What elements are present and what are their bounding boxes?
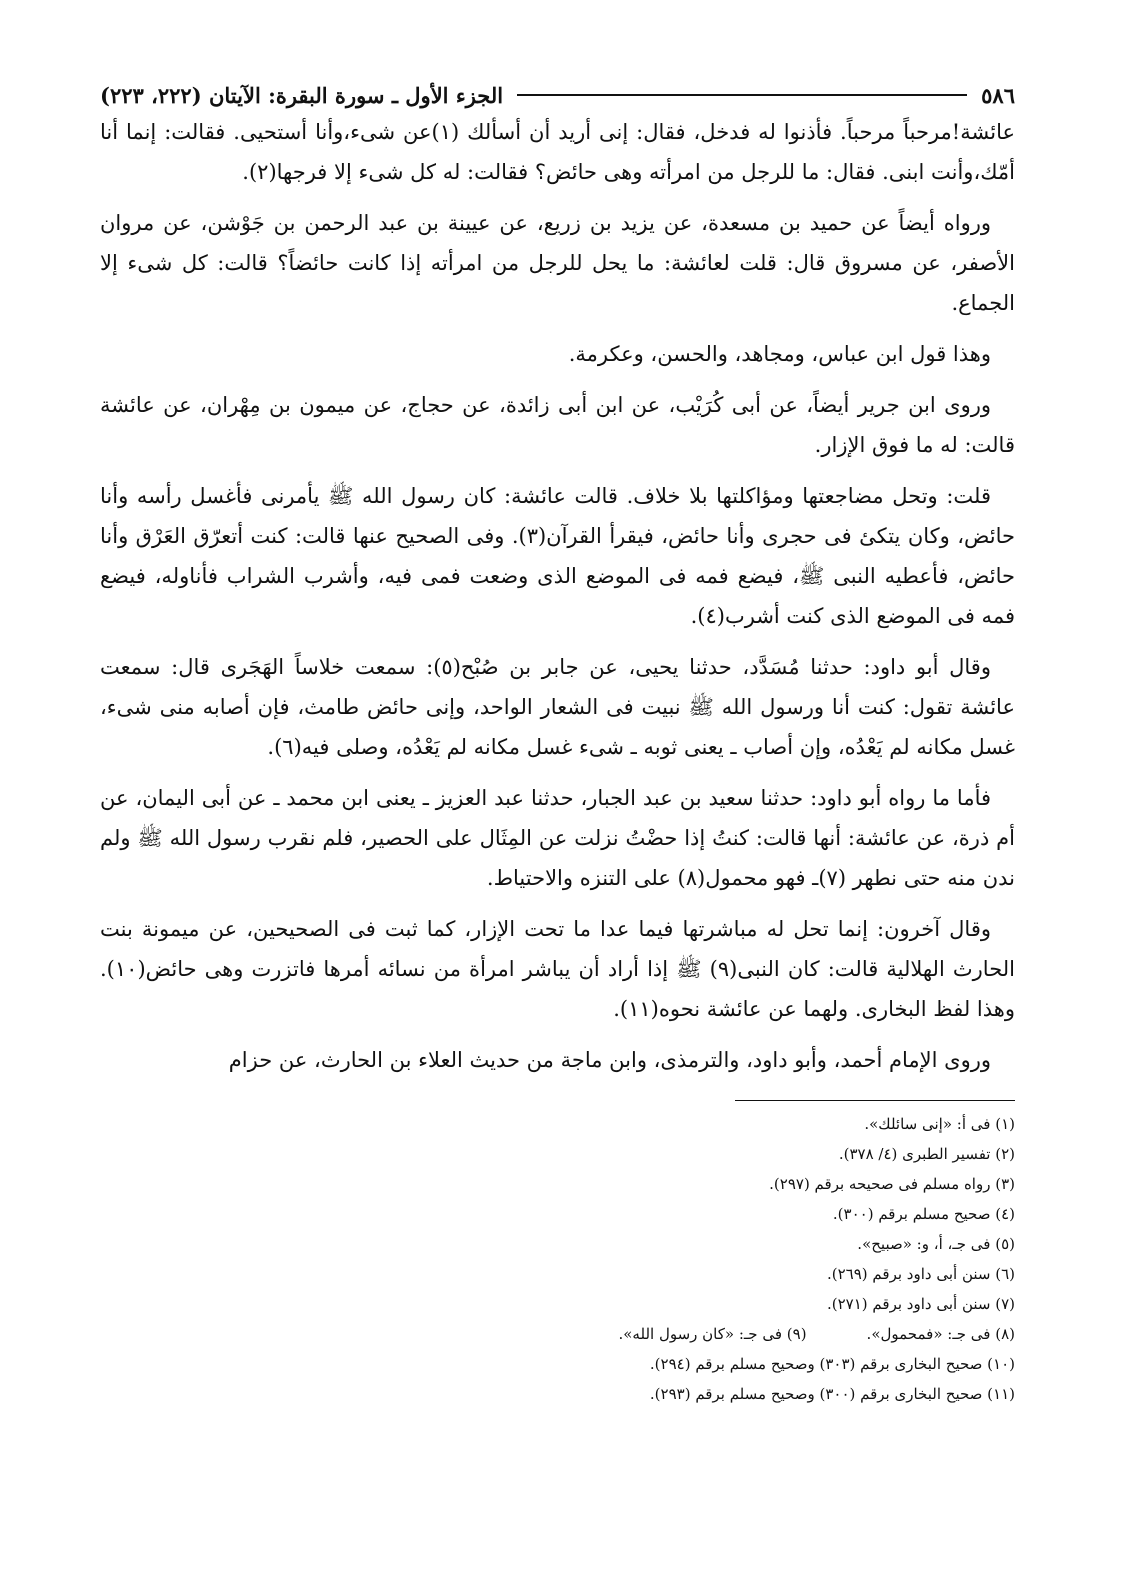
paragraph: ورواه أيضاً عن حميد بن مسعدة، عن يزيد بن زريع، عن عيينة بن عبد الرحمن بن جَوْشن، عن مروان الأصفر، عن مسروق قال: قلت لعائشة: ما يحل للرجل من امرأته إذا كانت حائضاً؟ قالت: كل شىء إلا الجماع. [100,211,1015,315]
footnote: (١) فى أ: «إنى سائلك». [864,1115,1015,1133]
footnote: (٤) صحيح مسلم برقم (٣٠٠). [832,1205,1015,1223]
footnote: (٧) سنن أبى داود برقم (٢٧١). [827,1295,1015,1313]
running-header [100,78,1015,112]
page-number: ٥٨٦ [981,82,1015,108]
running-title: الجزء الأول ـ سورة البقرة: الآيتان (٢٢٢، ٢٢٣) [100,82,504,108]
footnote: (٣) رواه مسلم فى صحيحه برقم (٢٩٧). [769,1175,1015,1193]
footnote-separator [735,1100,1015,1101]
footnote: (١١) صحيح البخارى برقم (٣٠٠) وصحيح مسلم برقم (٢٩٣). [649,1385,1015,1403]
footnote-pair [100,1319,1015,1349]
paragraph: وروى الإمام أحمد، وأبو داود، والترمذى، وابن ماجة من حديث العلاء بن الحارث، عن حزام [228,1048,991,1072]
paragraph: وقال أبو داود: حدثنا مُسَدَّد، حدثنا يحيى، عن جابر بن صُبْح(٥): سمعت خلاساً الهَجَرى قال: سمعت عائشة تقول: كنت أنا ورسول الله ﷺ نبيت فى الشعار الواحد، وإنى حائض طامث، فإن أصابه منى شىء، غسل مكانه لم يَعْدُه، وإن أصاب ـ يعنى ثوبه ـ شىء غسل مكانه لم يَعْدُه، وصلى فيه(٦). [100,655,1015,759]
footnote: (٢) تفسير الطبرى (٤/ ٣٧٨). [838,1145,1015,1163]
book-page [100,78,1015,1409]
footnote: (٦) سنن أبى داود برقم (٢٦٩). [827,1265,1015,1283]
paragraph: وهذا قول ابن عباس، ومجاهد، والحسن، وعكرمة. [568,342,991,366]
paragraph: قلت: وتحل مضاجعتها ومؤاكلتها بلا خلاف. قالت عائشة: كان رسول الله ﷺ يأمرنى فأغسل رأسه وأنا حائض، وكان يتكئ فى حجرى وأنا حائض، فيقرأ القرآن(٣). وفى الصحيح عنها قالت: كنت أتعرّق العَرْق وأنا حائض، فأعطيه النبى ﷺ، فيضع فمه فى الموضع الذى وضعت فمى فيه، وأشرب الشراب فأناوله، فيضع فمه فى الموضع الذى كنت أشرب(٤). [100,484,1015,628]
paragraph: عائشة!مرحباً مرحباً. فأذنوا له فدخل، فقال: إنى أريد أن أسألك (١)عن شىء،وأنا أستحيى. فقالت: إنما أنا أمّك،وأنت ابنى. فقال: ما للرجل من امرأته وهى حائض؟ فقالت: له كل شىء إلا فرجها(٢). [100,120,1015,184]
main-text [100,112,1015,1080]
footnote: (٥) فى جـ، أ، و: «صبيح». [857,1235,1015,1253]
footnote: (١٠) صحيح البخارى برقم (٣٠٣) وصحيح مسلم برقم (٢٩٤). [649,1355,1015,1373]
paragraph: وقال آخرون: إنما تحل له مباشرتها فيما عدا ما تحت الإزار، كما ثبت فى الصحيحين، عن ميمونة بنت الحارث الهلالية قالت: كان النبى(٩) ﷺ إذا أراد أن يباشر امرأة من نسائه أمرها فاتزرت وهى حائض(١٠). وهذا لفظ البخارى. ولهما عن عائشة نحوه(١١). [100,917,1015,1021]
paragraph: فأما ما رواه أبو داود: حدثنا سعيد بن عبد الجبار، حدثنا عبد العزيز ـ يعنى ابن محمد ـ عن أبى اليمان، عن أم ذرة، عن عائشة: أنها قالت: كنتُ إذا حضْتُ نزلت عن المِثَال على الحصير، فلم نقرب رسول الله ﷺ ولم ندن منه حتى نطهر (٧)ـ فهو محمول(٨) على التنزه والاحتياط. [100,786,1015,890]
paragraph: وروى ابن جرير أيضاً، عن أبى كُرَيْب، عن ابن أبى زائدة، عن حجاج، عن ميمون بن مِهْران، عن عائشة قالت: له ما فوق الإزار. [100,393,1015,457]
footnote: (٩) فى جـ: «كان رسول الله». [618,1325,807,1343]
header-rule [517,94,967,96]
footnotes [100,1109,1015,1409]
footnote: (٨) فى جـ: «فمحمول». [866,1325,1015,1343]
